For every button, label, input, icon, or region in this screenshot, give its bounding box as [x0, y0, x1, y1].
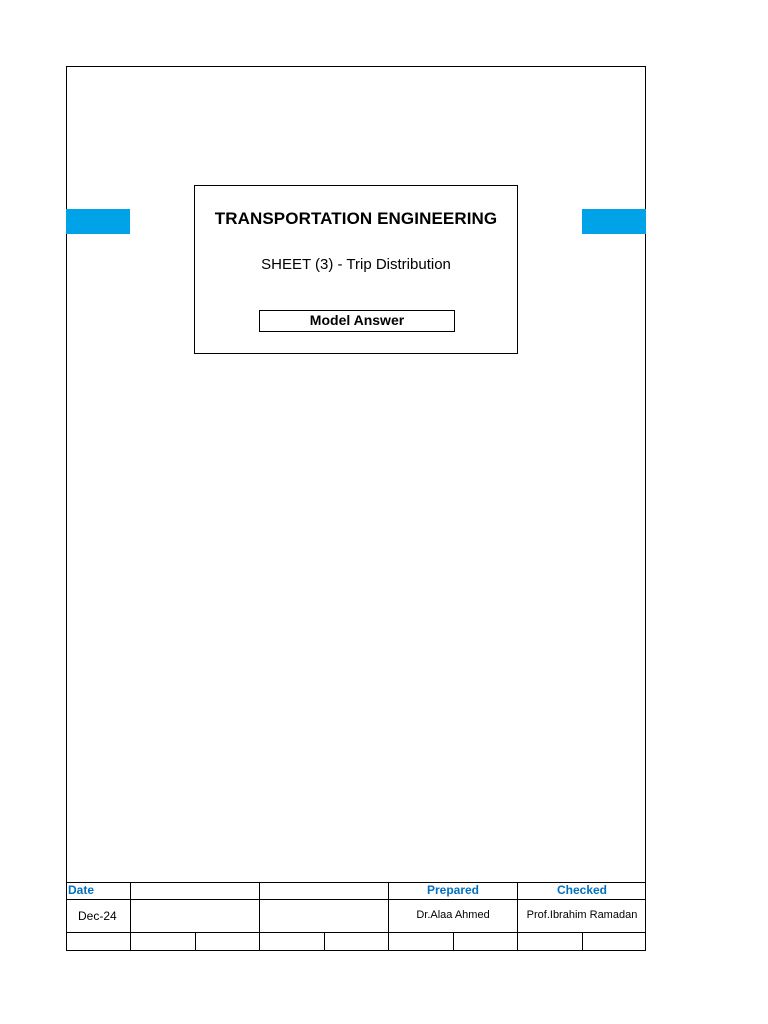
footer-divider	[195, 932, 196, 951]
footer-line-middle	[66, 932, 646, 933]
right-accent-bar	[582, 209, 646, 234]
footer-divider	[324, 932, 325, 951]
footer-divider	[453, 932, 454, 951]
footer-divider	[582, 932, 583, 951]
left-accent-bar	[66, 209, 130, 234]
prepared-value: Dr.Alaa Ahmed	[416, 909, 490, 921]
checked-value: Prof.Ibrahim Ramadan	[526, 909, 638, 921]
footer-divider	[259, 882, 260, 951]
sheet-title: TRANSPORTATION ENGINEERING	[214, 209, 498, 228]
title-block	[194, 185, 518, 354]
prepared-header: Prepared	[426, 883, 480, 897]
footer-divider	[130, 882, 131, 951]
checked-header: Checked	[556, 883, 608, 897]
date-value: Dec-24	[78, 909, 117, 923]
model-answer-badge: Model Answer	[259, 310, 455, 332]
footer-table	[66, 882, 646, 951]
footer-line-bottom	[66, 950, 646, 951]
date-header: Date	[68, 883, 95, 897]
sheet-subtitle: SHEET (3) - Trip Distribution	[261, 256, 451, 273]
footer-line-header	[66, 899, 646, 900]
